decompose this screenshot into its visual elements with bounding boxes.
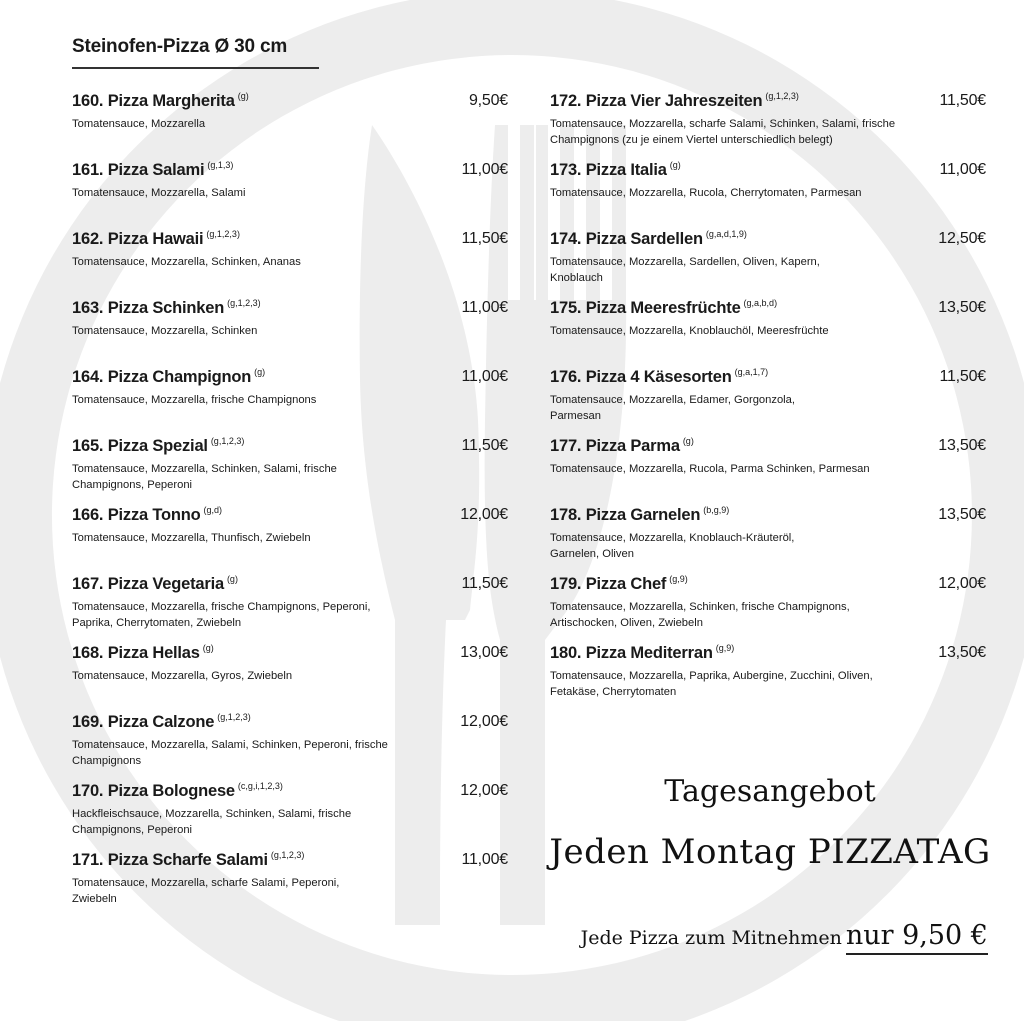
- menu-item: [550, 299, 986, 339]
- item-description: Hackfleischsauce, Mozzarella, Schinken, Salami, frische Champignons, Peperoni: [72, 808, 352, 836]
- item-allergens: (g): [254, 367, 266, 377]
- item-name: 161. Pizza Salami: [72, 161, 205, 179]
- section-title: Steinofen-Pizza Ø 30 cm: [72, 36, 288, 57]
- item-price: 12,50€: [938, 230, 986, 247]
- item-name: 169. Pizza Calzone: [72, 713, 215, 731]
- item-description: Tomatensauce, Mozzarella, Knoblauchöl, Meeresfrüchte: [550, 325, 829, 337]
- menu-item: [72, 575, 508, 631]
- menu-item: [550, 575, 986, 631]
- item-description: Tomatensauce, Mozzarella, frische Champignons: [72, 394, 317, 406]
- menu-item: [72, 368, 508, 408]
- item-price: 11,50€: [939, 92, 986, 109]
- item-description: Tomatensauce, Mozzarella, scharfe Salami, Schinken, Salami, frische Champignons (zu je einem Viertel unterschiedlich belegt): [550, 118, 896, 146]
- item-name: 166. Pizza Tonno: [72, 506, 201, 524]
- menu-item: [550, 506, 986, 562]
- menu-item: [72, 782, 508, 838]
- item-price: 11,50€: [461, 230, 508, 247]
- item-price: 11,00€: [461, 851, 508, 868]
- item-allergens: (g,1,2,3): [217, 712, 251, 722]
- menu-item: [72, 161, 508, 201]
- item-allergens: (g): [682, 436, 694, 446]
- menu-item: [550, 437, 986, 477]
- item-price: 11,50€: [939, 368, 986, 385]
- item-allergens: (g,1,2,3): [765, 91, 799, 101]
- item-name: 165. Pizza Spezial: [72, 437, 208, 455]
- item-description: Tomatensauce, Mozzarella, Paprika, Aubergine, Zucchini, Oliven, Fetakäse, Cherrytomaten: [550, 670, 873, 698]
- item-name: 171. Pizza Scharfe Salami: [72, 851, 268, 869]
- item-allergens: (g,1,2,3): [270, 850, 305, 860]
- item-allergens: (g,1,2,3): [206, 229, 240, 239]
- item-description: Tomatensauce, Mozzarella: [72, 118, 206, 130]
- item-price: 12,00€: [460, 506, 508, 523]
- item-name: 180. Pizza Mediterran: [550, 644, 713, 662]
- item-price: 11,00€: [939, 161, 986, 178]
- item-allergens: (g,1,3): [207, 160, 234, 170]
- menu-item: [72, 851, 508, 907]
- menu-item: [72, 299, 508, 339]
- menu-item: [72, 437, 508, 493]
- menu-item: [72, 230, 508, 270]
- item-allergens: (g): [202, 643, 214, 653]
- item-price: 9,50€: [468, 92, 508, 109]
- item-price: 13,50€: [938, 506, 986, 523]
- item-description: Tomatensauce, Mozzarella, frische Champignons, Peperoni, Paprika, Cherrytomaten, Zwiebeln: [72, 601, 371, 629]
- item-price: 11,00€: [461, 368, 508, 385]
- item-allergens: (g,d): [203, 505, 223, 515]
- item-description: Tomatensauce, Mozzarella, Knoblauch-Kräuteröl, Garnelen, Oliven: [550, 532, 795, 560]
- item-name: 173. Pizza Italia: [550, 161, 667, 179]
- item-description: Tomatensauce, Mozzarella, Thunfisch, Zwiebeln: [72, 532, 311, 544]
- item-allergens: (g): [226, 574, 238, 584]
- item-allergens: (g,9): [669, 574, 688, 584]
- item-name: 163. Pizza Schinken: [72, 299, 225, 317]
- item-price: 13,50€: [938, 644, 986, 661]
- item-description: Tomatensauce, Mozzarella, Salami: [72, 187, 246, 199]
- item-allergens: (g): [237, 91, 249, 101]
- item-price: 11,50€: [461, 437, 508, 454]
- item-allergens: (g,a,b,d): [743, 298, 778, 308]
- item-name: 175. Pizza Meeresfrüchte: [550, 299, 741, 317]
- title-underline: [72, 67, 319, 69]
- item-name: 160. Pizza Margherita: [72, 92, 235, 110]
- pizza-day-line: Jeden Montag PIZZATAG: [549, 832, 991, 872]
- menu-item: [550, 230, 986, 286]
- offer-price: nur 9,50 €: [846, 920, 988, 955]
- item-allergens: (b,g,9): [703, 505, 730, 515]
- item-price: 11,50€: [461, 575, 508, 592]
- takeaway-offer: [540, 920, 988, 951]
- item-description: Tomatensauce, Mozzarella, Schinken, Ananas: [72, 256, 301, 268]
- item-description: Tomatensauce, Mozzarella, Schinken: [72, 325, 258, 337]
- item-name: 172. Pizza Vier Jahreszeiten: [550, 92, 763, 110]
- item-description: Tomatensauce, Mozzarella, Gyros, Zwiebeln: [72, 670, 293, 682]
- item-name: 176. Pizza 4 Käsesorten: [550, 368, 732, 386]
- menu-item: [550, 368, 986, 424]
- menu-item: [72, 92, 508, 132]
- item-name: 177. Pizza Parma: [550, 437, 680, 455]
- daily-offer-heading: Tagesangebot: [664, 774, 876, 809]
- item-name: 168. Pizza Hellas: [72, 644, 200, 662]
- item-price: 12,00€: [938, 575, 986, 592]
- item-price: 13,50€: [938, 299, 986, 316]
- menu-item: [72, 713, 508, 769]
- item-name: 170. Pizza Bolognese: [72, 782, 235, 800]
- item-allergens: (g,9): [715, 643, 735, 653]
- item-name: 174. Pizza Sardellen: [550, 230, 703, 248]
- item-allergens: (g,a,d,1,9): [705, 229, 747, 239]
- item-name: 179. Pizza Chef: [550, 575, 667, 593]
- menu-item: [550, 161, 986, 201]
- item-price: 12,00€: [460, 713, 508, 730]
- item-allergens: (c,g,i,1,2,3): [237, 781, 283, 791]
- item-price: 11,00€: [461, 161, 508, 178]
- item-price: 13,00€: [460, 644, 508, 661]
- item-description: Tomatensauce, Mozzarella, Salami, Schinken, Peperoni, frische Champignons: [72, 739, 388, 767]
- item-description: Tomatensauce, Mozzarella, Schinken, frische Champignons, Artischocken, Oliven, Zwiebeln: [550, 601, 850, 629]
- menu-item: [72, 506, 508, 546]
- item-description: Tomatensauce, Mozzarella, scharfe Salami, Peperoni, Zwiebeln: [72, 877, 340, 905]
- item-name: 167. Pizza Vegetaria: [72, 575, 224, 593]
- item-allergens: (g,1,2,3): [227, 298, 261, 308]
- item-description: Tomatensauce, Mozzarella, Sardellen, Oliven, Kapern, Knoblauch: [550, 256, 820, 284]
- item-description: Tomatensauce, Mozzarella, Schinken, Salami, frische Champignons, Peperoni: [72, 463, 337, 491]
- item-name: 164. Pizza Champignon: [72, 368, 252, 386]
- menu-item: [72, 644, 508, 684]
- menu-item: [550, 644, 986, 700]
- item-allergens: (g): [669, 160, 681, 170]
- item-price: 13,50€: [938, 437, 986, 454]
- item-description: Tomatensauce, Mozzarella, Rucola, Cherrytomaten, Parmesan: [550, 187, 862, 199]
- item-name: 162. Pizza Hawaii: [72, 230, 204, 248]
- item-name: 178. Pizza Garnelen: [550, 506, 701, 524]
- item-allergens: (g,a,1,7): [734, 367, 769, 377]
- item-allergens: (g,1,2,3): [210, 436, 245, 446]
- item-description: Tomatensauce, Mozzarella, Edamer, Gorgonzola, Parmesan: [550, 394, 796, 422]
- item-price: 11,00€: [461, 299, 508, 316]
- menu-item: [550, 92, 986, 148]
- item-price: 12,00€: [460, 782, 508, 799]
- takeaway-offer-text: Jede Pizza zum Mitnehmen: [580, 927, 842, 949]
- item-description: Tomatensauce, Mozzarella, Rucola, Parma Schinken, Parmesan: [550, 463, 870, 475]
